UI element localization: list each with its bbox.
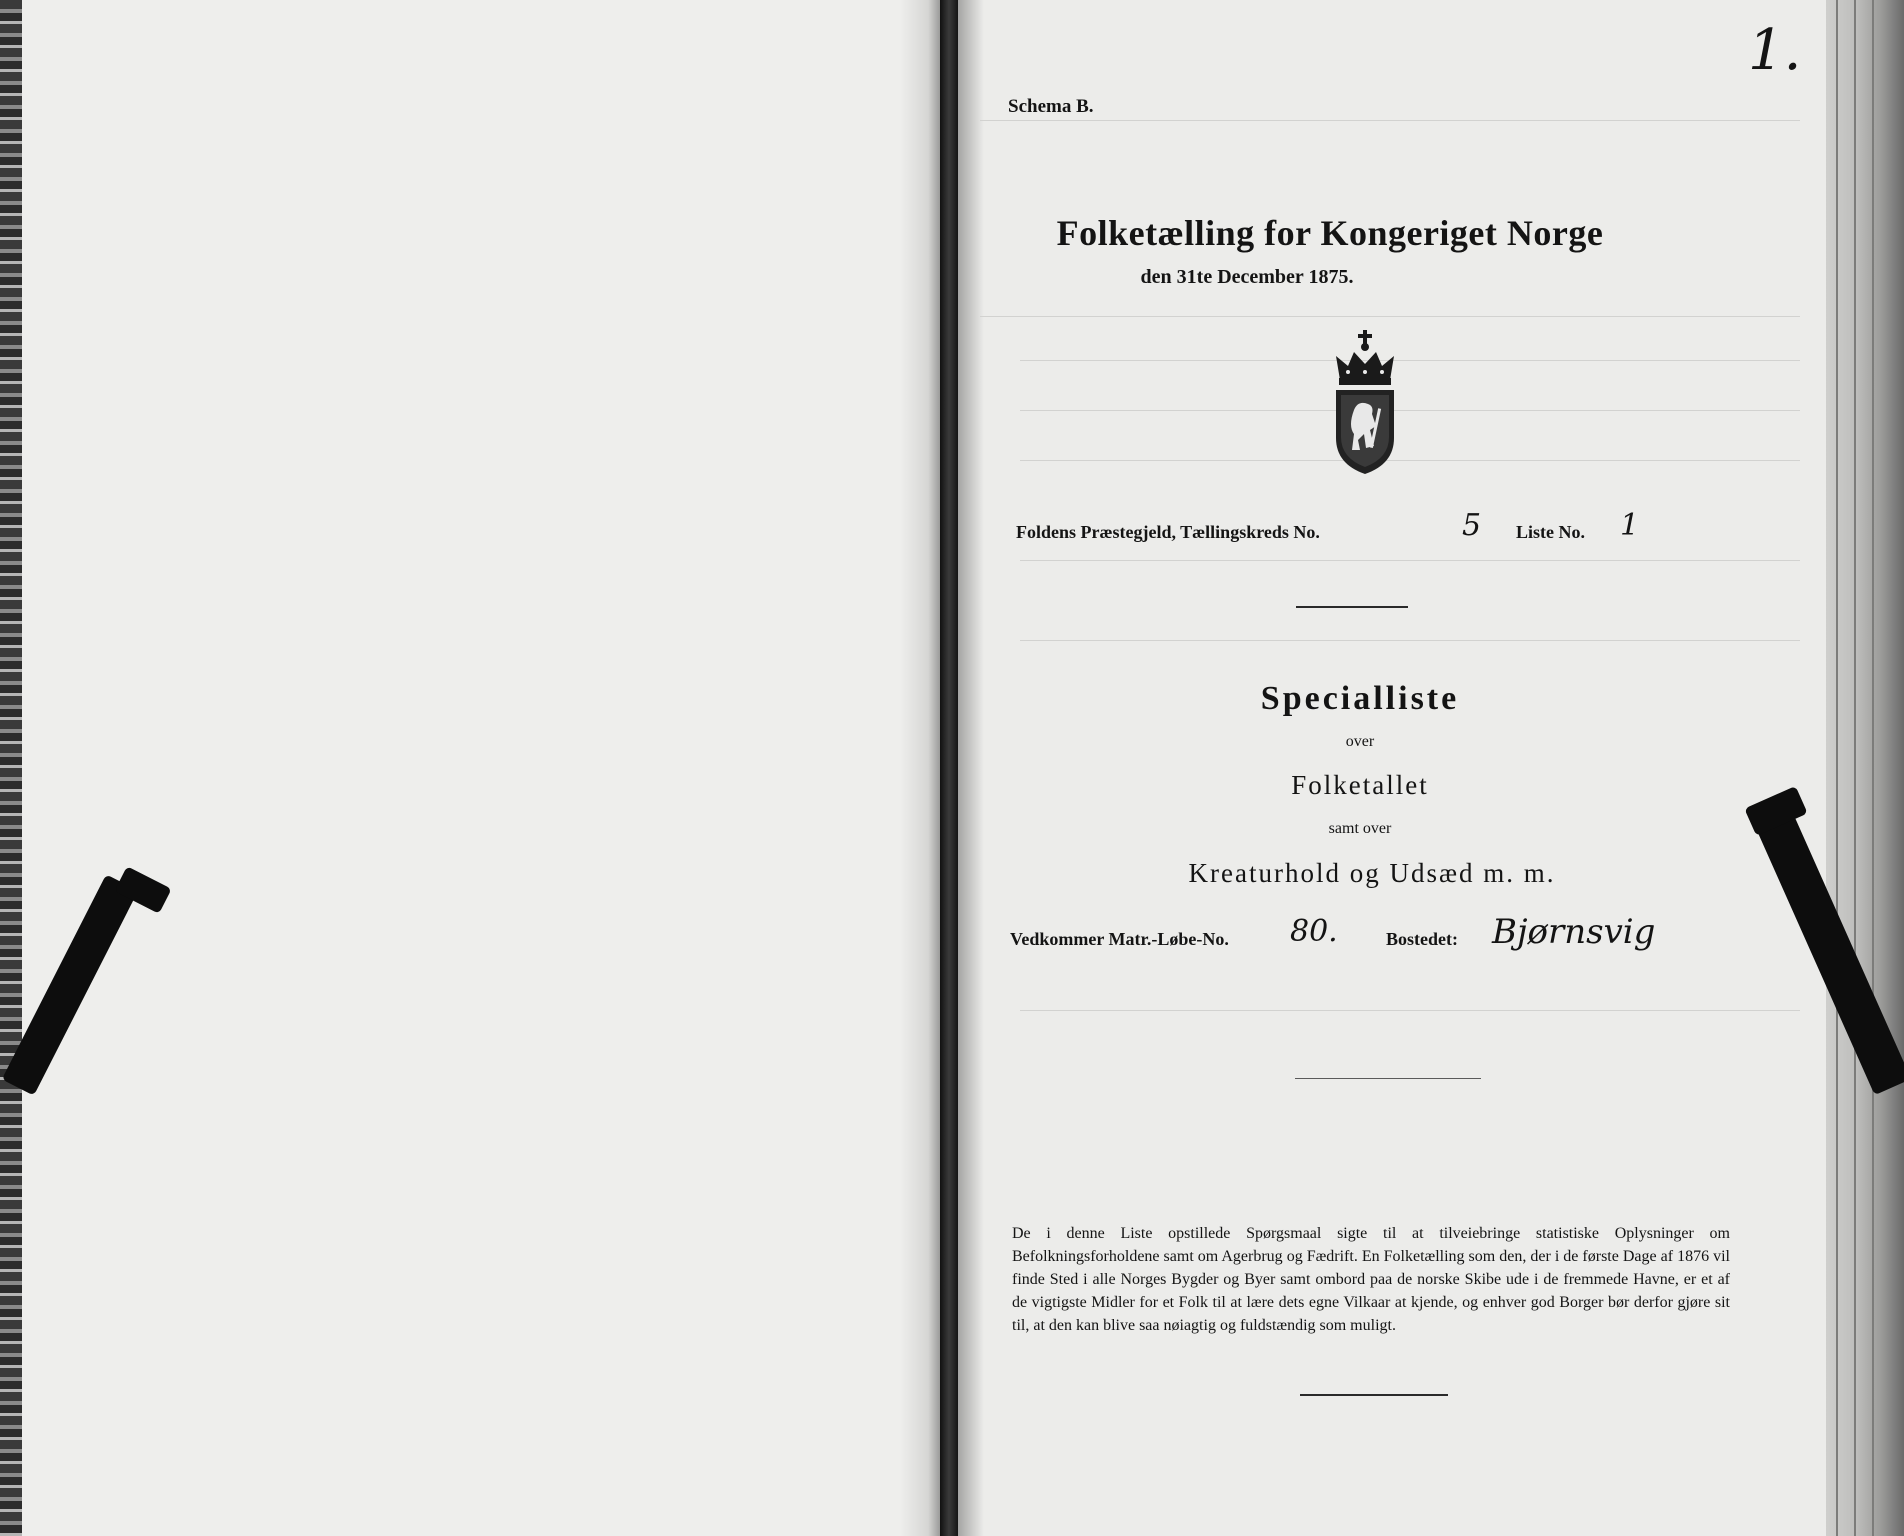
bleed-through-line [1020,640,1800,641]
page-edge-line [1872,0,1874,1536]
bleed-through-line [980,120,1800,121]
matr-number: 80. [1290,914,1338,949]
divider-rule [1296,606,1408,608]
gutter-shadow-right [958,0,984,1536]
bosted-label: Bostedet: [1386,929,1458,949]
document-title: Folketælling for Kongeriget Norge [1056,213,1604,253]
count-district-label: Tællingskreds No. [1180,522,1320,542]
bleed-through-line [1020,460,1800,461]
count-district-number: 5 [1462,508,1482,543]
book-gutter [940,0,958,1536]
schema-label: Schema B. [1008,96,1094,117]
matr-label: Vedkommer Matr.-Løbe-No. [1010,929,1229,949]
bleed-through-line [1020,560,1800,561]
gutter-shadow-left [900,0,940,1536]
bleed-through-line [1020,1010,1800,1011]
list-label: Liste No. [1516,522,1585,542]
samt-over-label: samt over [1328,820,1392,837]
coat-of-arms-icon [1330,330,1400,475]
list-number: 1 [1620,508,1640,543]
over-label: over [1345,733,1375,750]
census-date: den 31te December 1875. [1140,266,1354,288]
instructions-paragraph: De i denne Liste opstillede Spørgsmaal sigte til at tilveiebringe statistiske Oplysninger om Befolkningsforholdene samt om Agerbrug og Fædrift. En Folketælling som den, der i de første Dage af 1876 vil finde Sted i alle Norges Bygder og Byer samt ombord paa de norske Skibe ude i de fremmede Havne, er et af de vigtigste Midler for et Folk til at lære dets egne Vilkaar at kjende, og enhver god Borger bør derfor gjøre sit til, at den kan blive saa nøiagtig og fuldstændig som muligt. [1012,1225,1730,1334]
bleed-through-line [1020,360,1800,361]
bleed-through-line [1020,410,1800,411]
left-page-blank [22,0,940,1536]
subject-livestock: Kreaturhold og Udsæd m. m. [1188,858,1556,888]
parish-name: Foldens Præstegjeld, [1016,522,1176,542]
divider-rule [1300,1394,1448,1396]
page-stack-edge [1826,0,1904,1536]
folio-number: 1. [1748,18,1802,83]
section-title: Specialliste [1260,680,1460,717]
page-edge-line [1836,0,1838,1536]
divider-rule [1295,1078,1481,1079]
subject-population: Folketallet [1291,770,1429,800]
bleed-through-line [980,316,1800,317]
parish-label [1016,522,1320,543]
page-edge-line [1854,0,1856,1536]
bosted-value: Bjørnsvig [1492,912,1656,952]
